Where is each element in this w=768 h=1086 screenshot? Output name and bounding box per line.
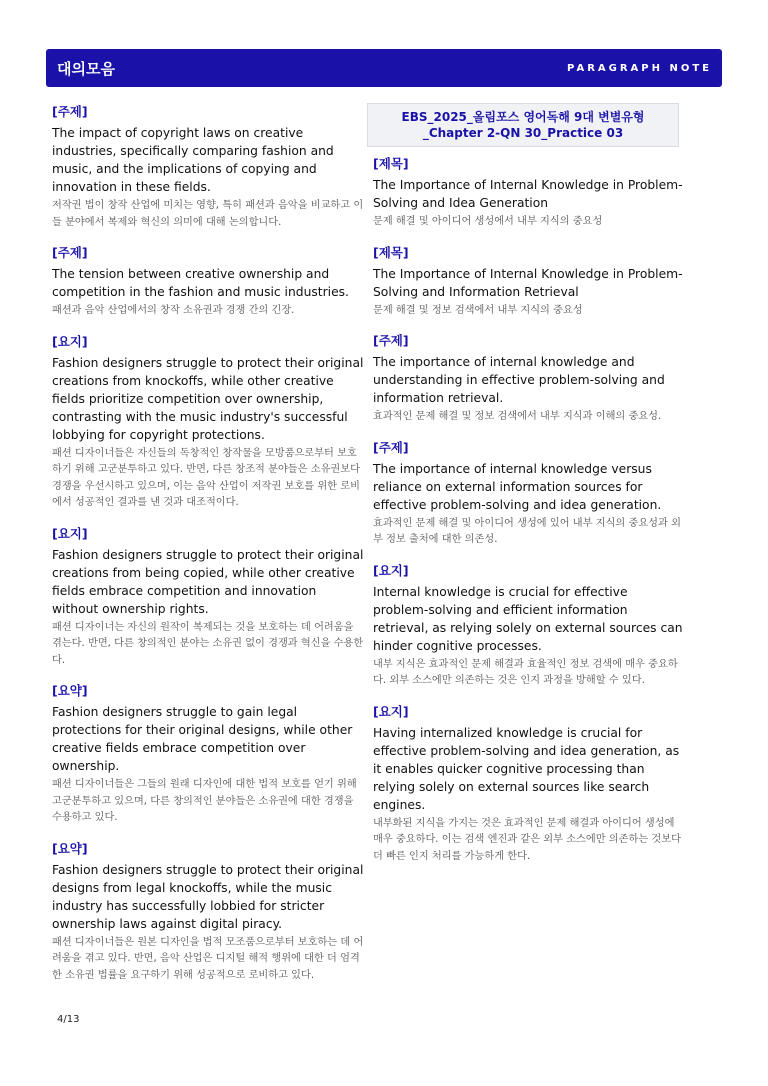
left-column: [52, 103, 364, 997]
english-text: The importance of internal knowledge versus reliance on external information sources for effective problem-solving and idea generation.: [373, 461, 662, 512]
section-label: [요지]: [373, 562, 409, 578]
english-text: The impact of copyright laws on creative industries, specifically comparing fashion and music, and the implications of copying and innovation in these fields.: [52, 126, 334, 194]
english-text: Fashion designers struggle to protect their original creations from being copied, while other creative fields embrace competition and innovation without ownership rights.: [52, 547, 364, 616]
page-number: 4/13: [57, 1014, 80, 1025]
section-label: [제목]: [373, 244, 409, 260]
section-label: [제목]: [373, 156, 409, 171]
korean-translation: 패션 디자이너들은 원본 디자인을 법적 모조품으로부터 보호하는 데 어려움을 겪고 있다. 반면, 음악 산업은 디지털 해적 행위에 대한 더 엄격한 소유권 법률을 요구하기 위해 성공적으로 로비하고 있다.: [52, 936, 364, 981]
note-section: [52, 840, 364, 985]
page-header: [46, 49, 722, 87]
header-title: 대의모음: [57, 59, 115, 78]
section-label: [주제]: [373, 439, 409, 455]
korean-translation: 패션 디자이너는 자신의 원작이 복제되는 것을 보호하는 데 어려움을 겪는다. 반면, 다른 창의적인 분야는 소유권 없이 경쟁과 혁신을 수용한다.: [52, 621, 364, 666]
section-label: [요약]: [52, 840, 88, 856]
english-text: Fashion designers struggle to gain legal protections for their original designs, while other creative fields embrace competition over ownership.: [52, 705, 353, 773]
korean-translation: 효과적인 문제 해결 및 아이디어 생성에 있어 내부 지식의 중요성과 외부 정보 출처에 대한 의존성.: [373, 517, 681, 545]
korean-translation: 내부 지식은 효과적인 문제 해결과 효율적인 정보 검색에 매우 중요하다. 외부 소스에만 의존하는 것은 인지 과정을 방해할 수 있다.: [373, 658, 678, 686]
note-section: [373, 332, 685, 426]
chapter-title: EBS_2025_올림포스 영어독해 9대 변별유형_Chapter 2-QN 30_Practice 03: [367, 103, 679, 147]
english-text: The Importance of Internal Knowledge in Problem-Solving and Information Retrieval: [373, 266, 683, 299]
note-section: [373, 703, 685, 866]
korean-translation: 패션 디자이너들은 그들의 원래 디자인에 대한 법적 보호를 얻기 위해 고군분투하고 있으며, 다른 창의적인 분야들은 소유권에 대한 경쟁을 수용하고 있다.: [52, 779, 357, 823]
english-text: The Importance of Internal Knowledge in Problem-Solving and Idea Generation: [373, 178, 683, 210]
english-text: The tension between creative ownership and competition in the fashion and music industries.: [52, 267, 349, 299]
note-section: [373, 562, 685, 690]
note-section: [52, 333, 364, 512]
english-text: Fashion designers struggle to protect their original designs from legal knockoffs, while the music industry has successfully lobbied for stricter ownership laws against digital piracy.: [52, 862, 364, 931]
section-label: [요지]: [52, 525, 88, 541]
section-label: [주제]: [373, 333, 409, 348]
right-column: [373, 103, 685, 878]
english-text: Internal knowledge is crucial for effective problem-solving and efficient information retrieval, as relying solely on external sources can hinder cognitive processes.: [373, 584, 683, 653]
header-note: PARAGRAPH NOTE: [567, 62, 712, 74]
english-text: The importance of internal knowledge and understanding in effective problem-solving and information retrieval.: [373, 355, 665, 405]
korean-translation: 저작권 법이 창작 산업에 미치는 영향, 특히 패션과 음악을 비교하고 이들 분야에서 복제와 혁신의 의미에 대해 논의합니다.: [52, 200, 364, 228]
note-section: [52, 244, 364, 320]
note-section: [52, 682, 364, 827]
korean-translation: 내부화된 지식을 가지는 것은 효과적인 문제 해결과 아이디어 생성에 매우 중요하다. 이는 검색 엔진과 같은 외부 소스에만 의존하는 것보다 더 빠른 인지 처리를 가능하게 한다.: [373, 817, 681, 862]
korean-translation: 패션과 음악 산업에서의 창작 소유권과 경쟁 간의 긴장.: [52, 305, 295, 316]
korean-translation: 효과적인 문제 해결 및 정보 검색에서 내부 지식과 이해의 중요성.: [373, 411, 662, 422]
section-label: [요약]: [52, 683, 88, 698]
english-text: Having internalized knowledge is crucial for effective problem-solving and idea generation, as it enables quicker cognitive processing than relying solely on external sources like search engines.: [373, 725, 680, 812]
korean-translation: 문제 해결 및 아이디어 생성에서 내부 지식의 중요성: [373, 216, 603, 227]
section-label: [주제]: [52, 245, 88, 260]
note-section: [373, 439, 685, 549]
section-label: [요지]: [52, 333, 88, 349]
english-text: Fashion designers struggle to protect their original creations from knockoffs, while other creative fields prioritize competition over ownership, contrasting with the music industry's successful lobbying for copyright protections.: [52, 355, 364, 442]
note-section: [373, 155, 685, 231]
note-section: [52, 103, 364, 231]
section-label: [주제]: [52, 104, 88, 119]
note-section: [373, 244, 685, 320]
korean-translation: 문제 해결 및 정보 검색에서 내부 지식의 중요성: [373, 304, 583, 316]
section-label: [요지]: [373, 703, 409, 719]
note-section: [52, 525, 364, 670]
korean-translation: 패션 디자이너들은 자신들의 독창적인 창작물을 모방품으로부터 보호하기 위해 고군분투하고 있다. 반면, 다른 창조적 분야들은 소유권보다 경쟁을 우선시하고 있으며, 이는 음악 산업이 저작권 보호를 위한 로비에서 성공적인 결과를 낸 것과 대조적이다.: [52, 447, 360, 508]
